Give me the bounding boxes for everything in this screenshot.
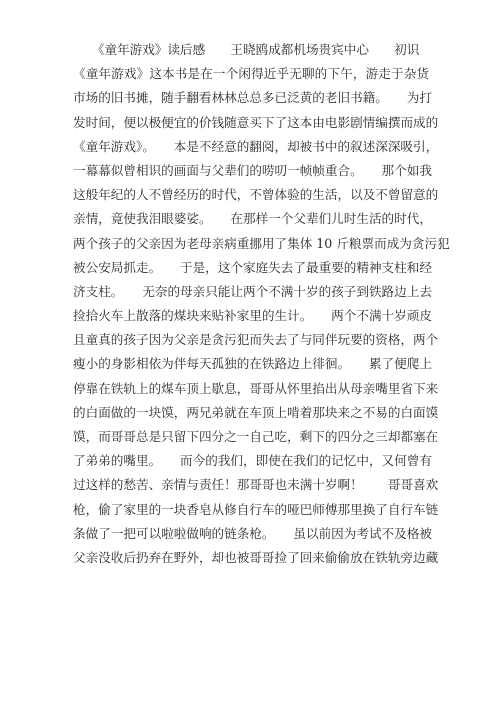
text-line: 两个孩子的父亲因为老母亲病重挪用了集体 10 斤粮票而成为贪污犯 <box>73 235 450 251</box>
title-line: 《童年游戏》读后感 王晓鸥成都机场贵宾中心 初识 <box>73 42 420 57</box>
text-line: 瘦小的身影相依为伴每天孤独的在铁路边上徘徊。 累了便爬上 <box>73 356 432 372</box>
text-line: 市场的旧书摊，随手翻看林林总总多已泛黄的老旧书籍。 为打 <box>73 90 432 106</box>
text-line: 一幕幕似曾相识的画面与父辈们的唠叨一帧帧重合。 那个如我 <box>73 162 432 178</box>
text-line: 捡拾火车上散落的煤块来贴补家里的生计。 两个不满十岁顽皮 <box>73 308 432 324</box>
text-line: 济支柱。 无奈的母亲只能让两个不满十岁的孩子到铁路边上去 <box>73 283 432 299</box>
text-line: 且童真的孩子因为父亲是贪污犯而失去了与同伴玩要的资格，两个 <box>73 332 439 348</box>
text-line: 亲情，竟使我泪眼婆娑。 在那样一个父辈们儿时生活的时代， <box>73 211 432 227</box>
body-text <box>73 38 450 570</box>
text-line: 《童年游戏》这本书是在一个闲得近乎无聊的下午，游走于杂货 <box>73 66 429 82</box>
text-line: 枪，偷了家里的一块香皂从修自行车的哑巴师傅那里换了自行车链 <box>73 501 439 517</box>
text-line: 父亲没收后扔弃在野外，却也被哥哥捡了回来偷偷放在铁轨旁边藏 <box>73 549 439 565</box>
text-line: 了弟弟的嘴里。 而今的我们，即使在我们的记忆中，又何曾有 <box>73 453 432 469</box>
text-line: 这般年纪的人不曾经历的时代，不曾体验的生活，以及不曾留意的 <box>73 187 439 203</box>
text-line: 发时间，便以极便宜的价钱随意买下了这本由电影剧情编撰而成的 <box>73 114 439 130</box>
text-line: 馍，而哥哥总是只留下四分之一自己吃，剩下的四分之三却都塞在 <box>73 429 439 444</box>
text-line: 过这样的愁苦、亲情与责任！那哥哥也未满十岁啊！ 哥哥喜欢 <box>73 477 439 493</box>
text-line: 被公安局抓走。 于是，这个家庭失去了最重要的精神支柱和经 <box>73 259 432 275</box>
text-line: 停靠在铁轨上的煤车顶上歇息，哥哥从怀里掐出从母亲嘴里省下来 <box>73 380 439 396</box>
text-line: 条做了一把可以啦啦做响的链条枪。 虽以前因为考试不及格被 <box>73 525 432 541</box>
text-line: 的白面做的一块馍，两兄弟就在车顶上啃着那块来之不易的白面馍 <box>73 404 439 420</box>
text-line: 《童年游戏》。 本是不经意的翻阅，却被书中的叙述深深吸引， <box>73 138 439 154</box>
